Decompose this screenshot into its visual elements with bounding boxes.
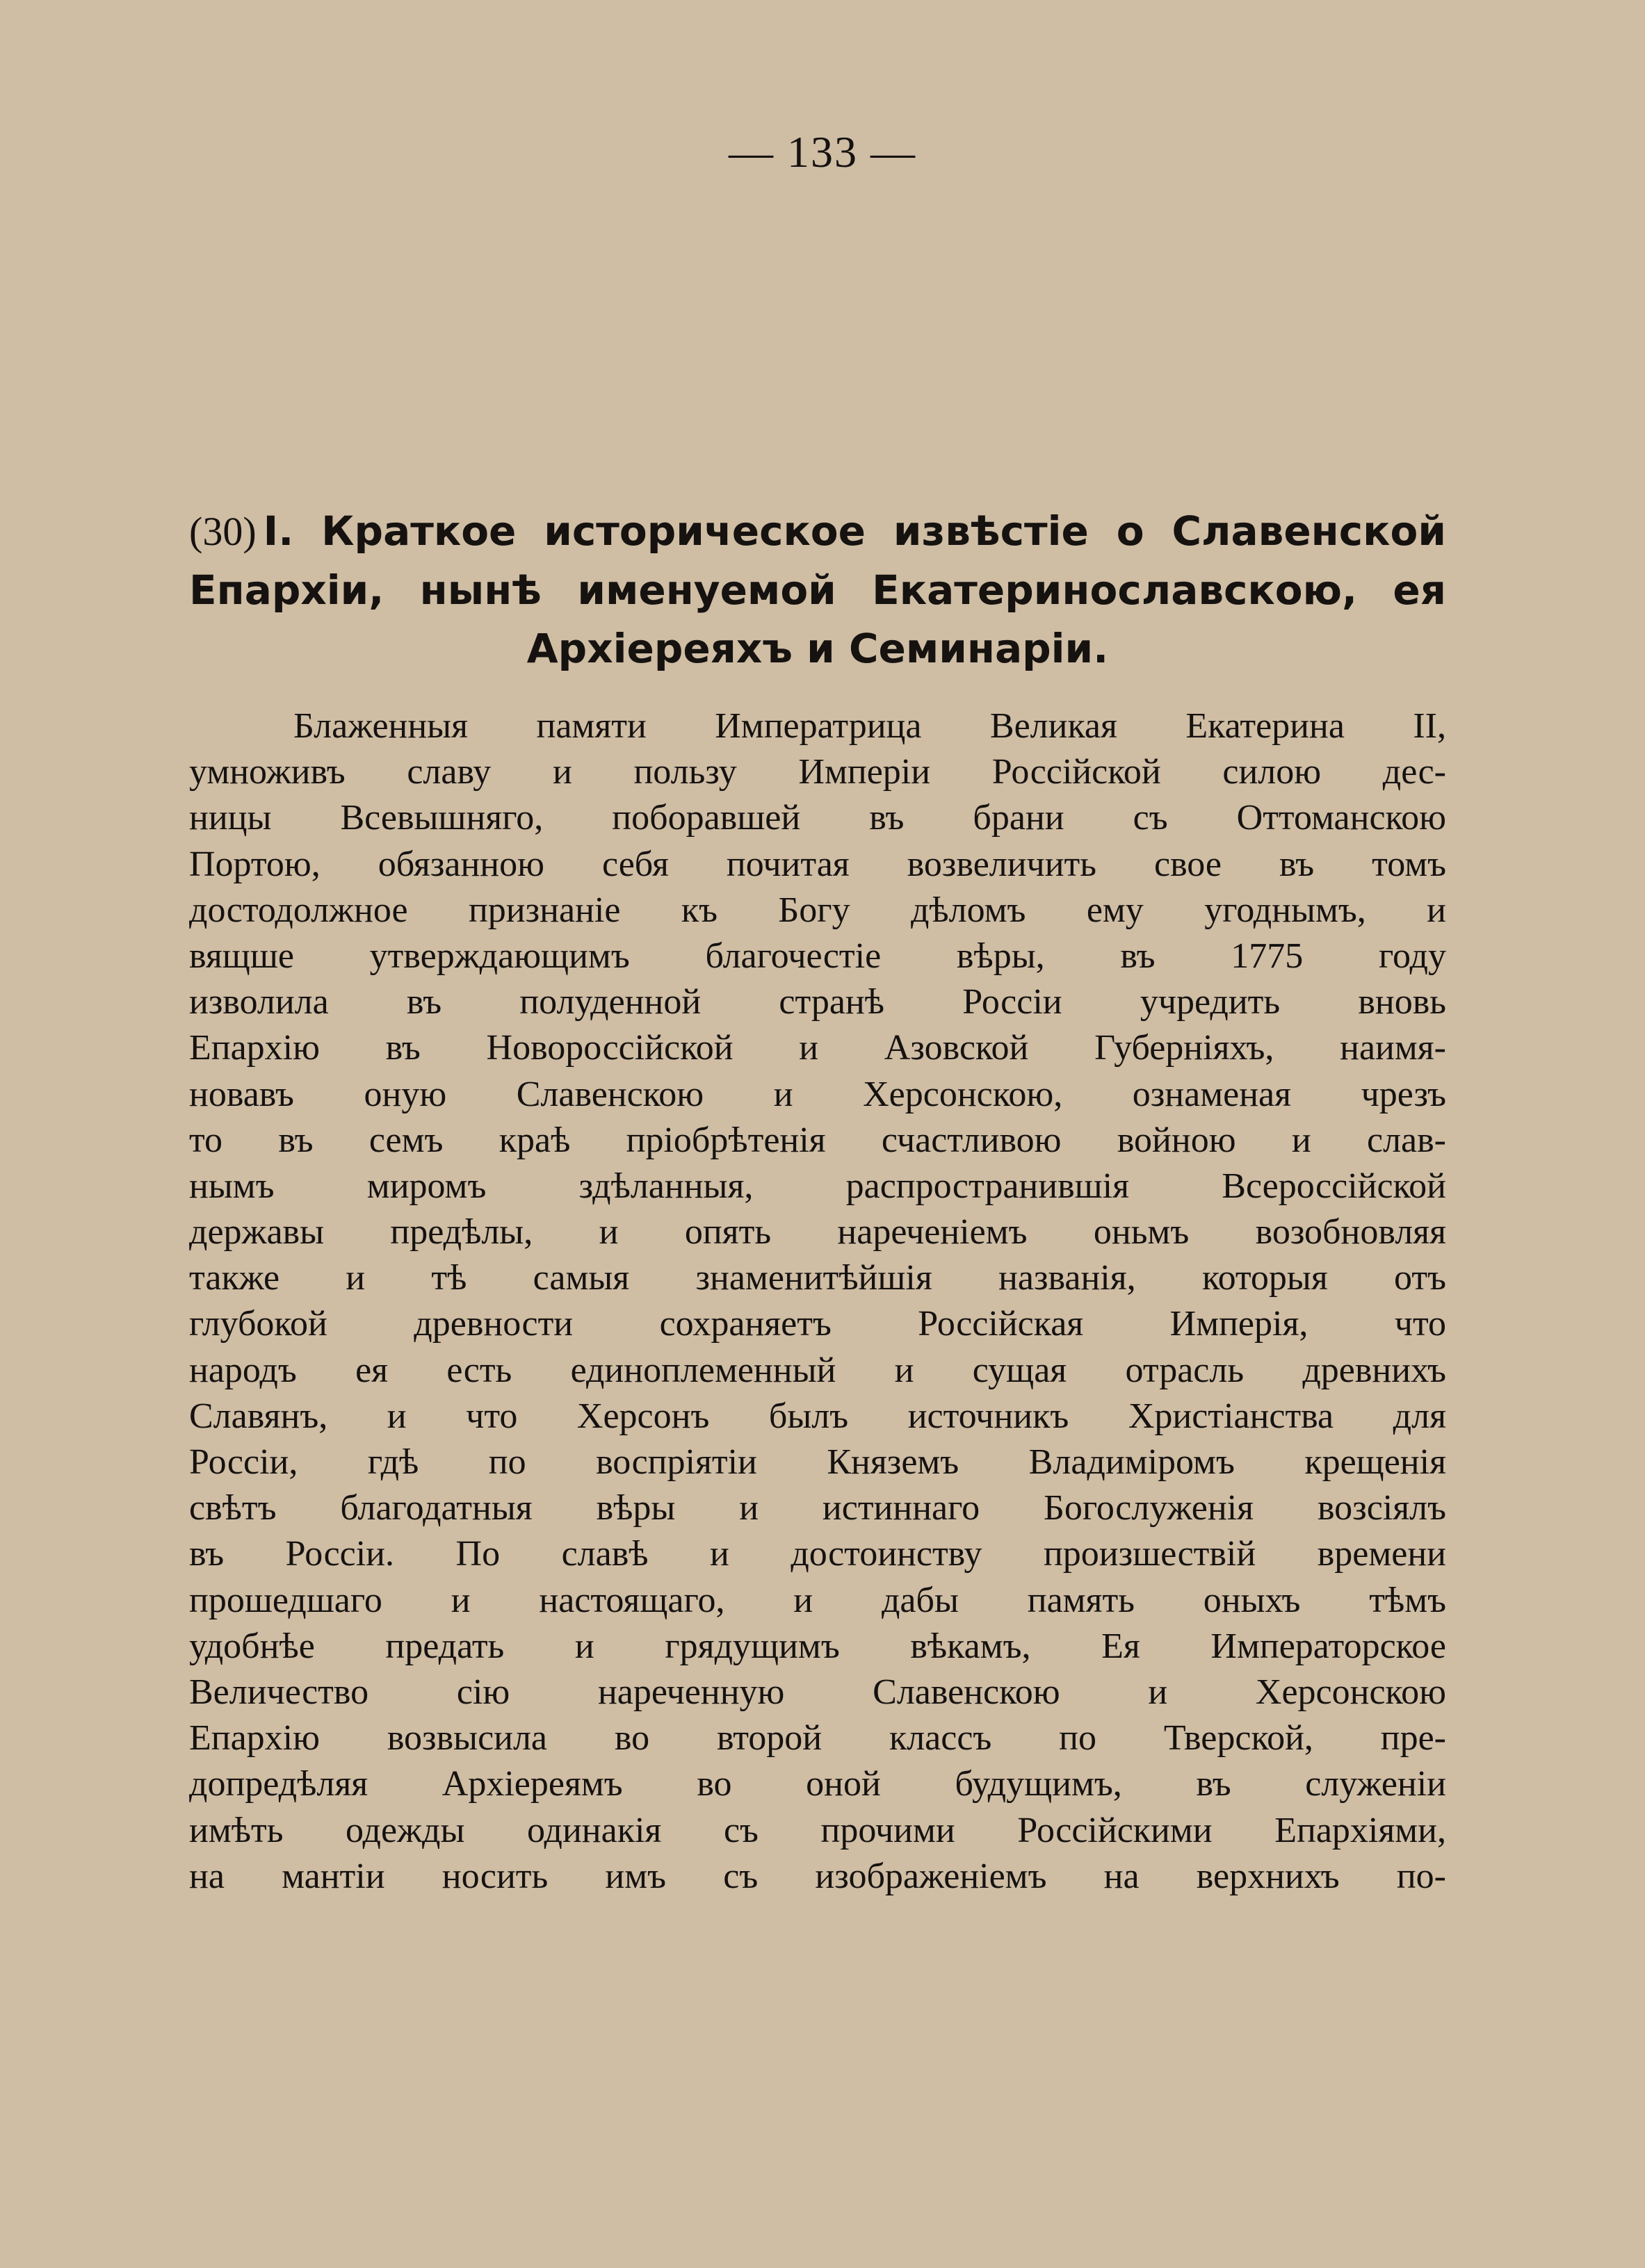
text-line: то въ семъ краѣ пріобрѣтенія счастливою войною и слав- [189,1120,1446,1160]
text-line: въ Россіи. По славѣ и достоинству произшествій времени [189,1534,1446,1574]
text-line: прошедшаго и настоящаго, и дабы память оныхъ тѣмъ [189,1580,1446,1620]
text-line: народъ ея есть единоплеменный и сущая отрасль древнихъ [189,1350,1446,1390]
text-line: Епархію возвысила во второй классъ по Тверской, пре- [189,1718,1446,1759]
heading-line: Епархіи, нынѣ именуемой Екатеринославскою, ея [189,566,1446,614]
text-line: державы предѣлы, и опять нареченіемъ оньмъ возобновляя [189,1212,1446,1253]
text-line: Россіи, гдѣ по воспріятіи Княземъ Владиміромъ крещенія [189,1442,1446,1482]
heading-line-text: I. Краткое историческое извѣстіе о Славенской [263,507,1446,555]
text-line: свѣтъ благодатныя вѣры и истиннаго Богослуженія возсіялъ [189,1488,1446,1528]
text-line: удобнѣе предать и грядущимъ вѣкамъ, Ея Императорское [189,1626,1446,1666]
text-line: достодолжное признаніе къ Богу дѣломъ ему угоднымъ, и [189,890,1446,930]
text-line: ницы Всевышняго, поборавшей въ брани съ Оттоманскою [189,798,1446,838]
text-line: Портою, обязанною себя почитая возвеличить свое въ томъ [189,844,1446,884]
text-line: Величество сію нареченную Славенскою и Херсонскою [189,1672,1446,1712]
text-line: изволила въ полуденной странѣ Россіи учредить вновь [189,982,1446,1022]
text-line: допредѣляя Архіереямъ во оной будущимъ, въ служеніи [189,1764,1446,1804]
heading-number: (30) [189,509,257,554]
text-line: имѣть одежды одинакія съ прочими Россійскими Епархіями, [189,1810,1446,1850]
text-line: на мантіи носить имъ съ изображеніемъ на верхнихъ по- [189,1856,1446,1896]
text-line: также и тѣ самыя знаменитѣйшія названія, которыя отъ [189,1258,1446,1298]
body-paragraph [189,703,1446,1900]
section-heading [189,502,1446,678]
heading-line: Архіереяхъ и Семинаріи. [526,625,1109,672]
text-line: вящше утверждающимъ благочестіе вѣры, въ 1775 году [189,936,1446,976]
text-line: новавъ оную Славенскою и Херсонскою, ознаменая чрезъ [189,1074,1446,1114]
text-line: умноживъ славу и пользу Имперіи Россійской силою дес- [189,752,1446,792]
text-line: Епархію въ Новороссійской и Азовской Губерніяхъ, наимя- [189,1028,1446,1068]
text-line: Блаженныя памяти Императрица Великая Екатерина II, [293,706,1446,746]
heading-line [189,502,1446,561]
text-line: глубокой древности сохраняетъ Россійская Имперія, что [189,1304,1446,1344]
page-number: — 133 — [729,127,916,177]
text-line: Славянъ, и что Херсонъ былъ источникъ Христіанства для [189,1396,1446,1436]
text-line: нымъ миромъ здѣланныя, распространившія Всероссійской [189,1166,1446,1206]
